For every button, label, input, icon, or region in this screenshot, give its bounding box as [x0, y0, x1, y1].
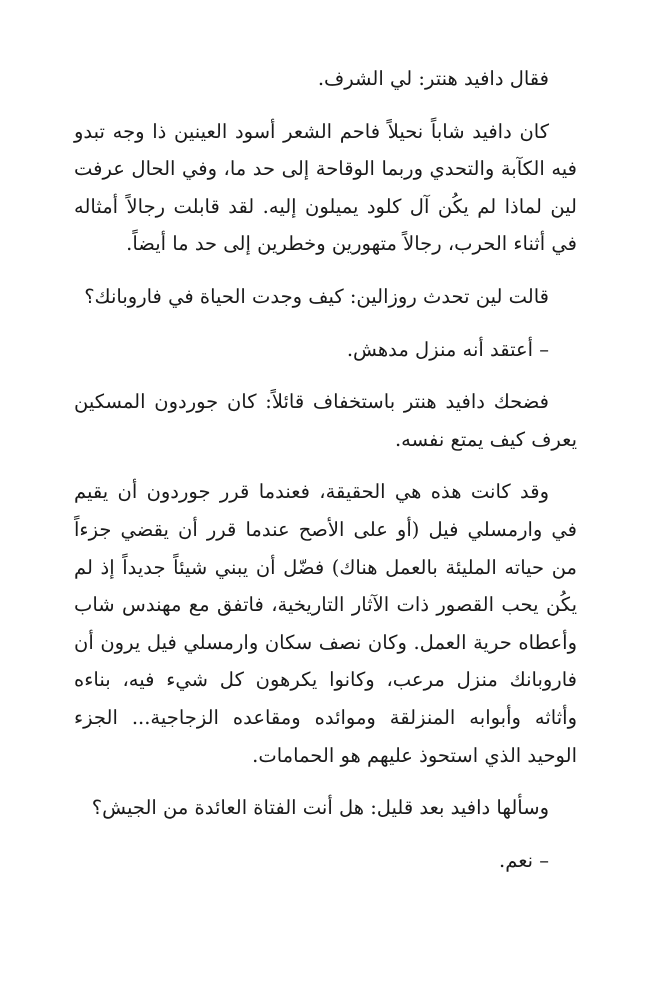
- paragraph-5: فضحك دافيد هنتر باستخفاف قائلاً: كان جوردون المسكين يعرف كيف يمتع نفسه.: [74, 390, 577, 451]
- book-page: [74, 60, 577, 894]
- paragraph-1: فقال دافيد هنتر: لي الشرف.: [317, 67, 549, 90]
- paragraph-8: – نعم.: [499, 848, 549, 872]
- paragraph-3: قالت لين تحدث روزالين: كيف وجدت الحياة في فاروبانك؟: [84, 284, 549, 308]
- paragraph-6: وقد كانت هذه هي الحقيقة، فعندما قرر جوردون أن يقيم في وارمسلي فيل (أو على الأصح عندما قرر أن يقضي جزءاً من حياته المليئة بالعمل هناك) فضّل أن يبني شيئاً جديداً إذ لم يكُن يحب القصور ذات الآثار التاريخية، فاتفق مع مهندس شاب وأعطاه حرية العمل. وكان نصف سكان وارمسلي فيل يرون أن فاروبانك منزل مرعب، وكانوا يكرهون كل شيء فيه، بناءه وأثاثه وأبوابه المنزلقة وموائده ومقاعده الزجاجية... الجزء الوحيد الذي استحوذ عليهم هو الحمامات.: [74, 480, 577, 767]
- paragraph-2: كان دافيد شاباً نحيلاً فاحم الشعر أسود العينين ذا وجه تبدو فيه الكآبة والتحدي وربما الوقاحة إلى حد ما، وفي الحال عرفت لين لماذا لم يكُن آل كلود يميلون إليه. لقد قابلت رجالاً أمثاله في أثناء الحرب، رجالاً متهورين وخطرين إلى حد ما أيضاً.: [74, 119, 577, 256]
- paragraph-7: وسألها دافيد بعد قليل: هل أنت الفتاة العائدة من الجيش؟: [91, 796, 549, 820]
- paragraph-4: – أعتقد أنه منزل مدهش.: [346, 337, 549, 361]
